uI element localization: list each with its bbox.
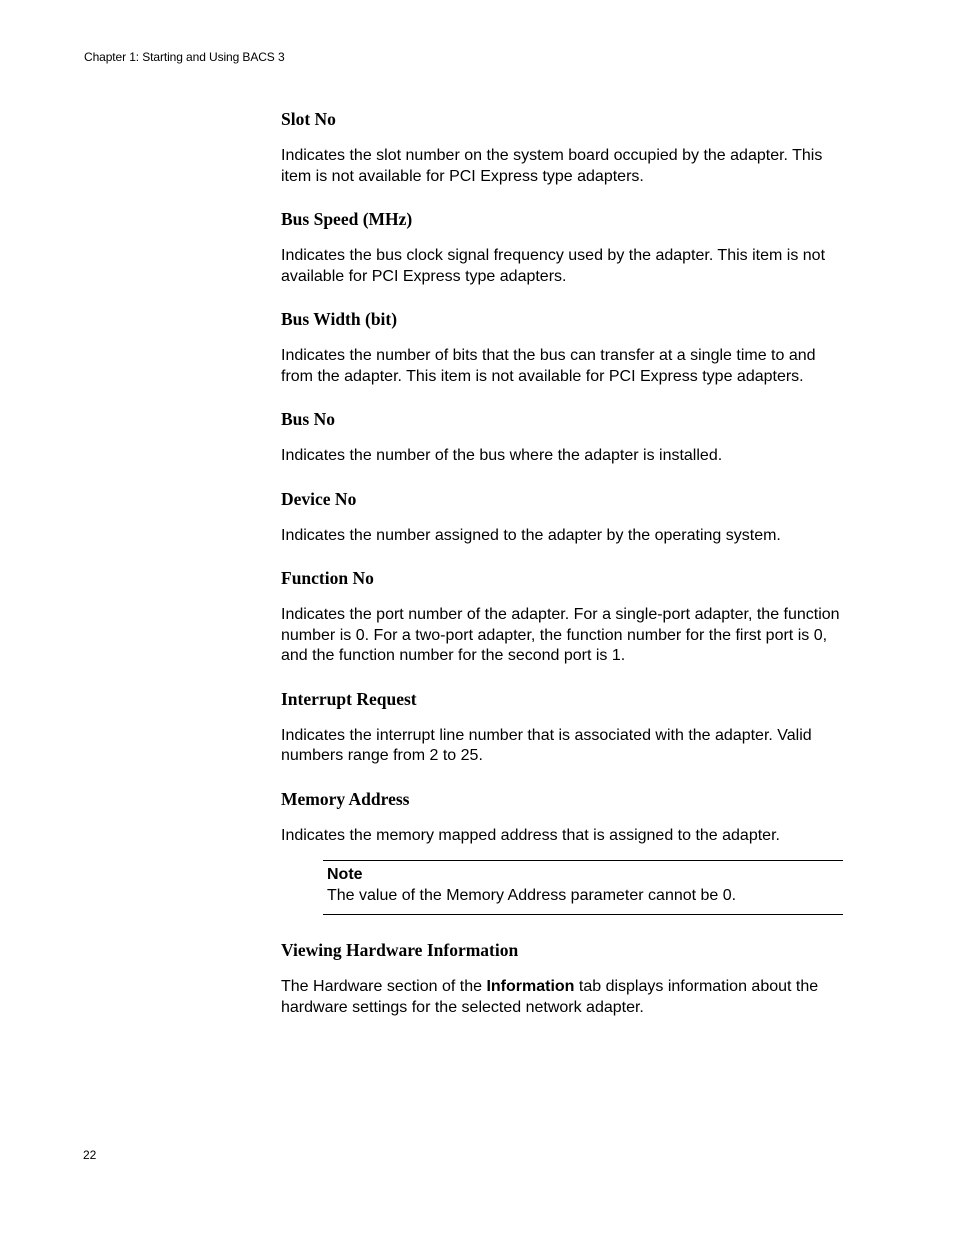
section-memory-address <box>281 788 843 847</box>
note-title: Note <box>327 866 363 883</box>
section-heading: Slot No <box>281 109 336 129</box>
section-slot-no <box>281 108 843 187</box>
section-function-no <box>281 567 843 667</box>
section-text <box>281 977 843 1018</box>
section-heading: Memory Address <box>281 788 410 809</box>
section-text: Indicates the interrupt line number that is associated with the adapter. Valid numbers range from 2 to 25. <box>281 726 812 764</box>
section-text: Indicates the number assigned to the adapter by the operating system. <box>281 526 781 544</box>
text-before: The Hardware section of the <box>281 978 487 995</box>
section-text: Indicates the port number of the adapter. For a single-port adapter, the function number is 0. For a two-port adapter, the function number for the first port is 0, and the function number for the second port is 1. <box>281 606 840 664</box>
section-text: Indicates the memory mapped address that is assigned to the adapter. <box>281 826 780 844</box>
section-viewing-hardware-information <box>281 939 843 1018</box>
information-tab-name: Information <box>486 978 575 995</box>
note-box <box>323 860 843 915</box>
section-heading: Function No <box>281 568 374 588</box>
section-interrupt-request <box>281 688 843 767</box>
section-text: Indicates the number of bits that the bus can transfer at a single time to and from the adapter. This item is not available for PCI Express type adapters. <box>281 347 816 385</box>
running-header: Chapter 1: Starting and Using BACS 3 <box>84 50 285 64</box>
section-heading: Bus Speed (MHz) <box>281 209 413 229</box>
page-content <box>281 108 843 1039</box>
section-text: Indicates the bus clock signal frequency used by the adapter. This item is not available for PCI Express type adapters. <box>281 247 826 285</box>
text-after: tab displays information about the hardware settings for the selected network adapter. <box>281 978 819 1016</box>
section-device-no <box>281 488 843 547</box>
section-heading: Bus No <box>281 409 335 429</box>
section-bus-width <box>281 308 843 387</box>
section-heading: Device No <box>281 488 357 509</box>
section-heading: Viewing Hardware Information <box>281 940 519 960</box>
section-text: Indicates the number of the bus where the adapter is installed. <box>281 447 723 464</box>
section-bus-no <box>281 408 843 467</box>
section-heading: Interrupt Request <box>281 688 417 709</box>
note-text: The value of the Memory Address parameter cannot be 0. <box>327 887 737 904</box>
page-number: 22 <box>83 1148 97 1162</box>
section-heading: Bus Width (bit) <box>281 309 398 329</box>
section-text: Indicates the slot number on the system board occupied by the adapter. This item is not available for PCI Express type adapters. <box>281 147 823 185</box>
section-bus-speed <box>281 208 843 287</box>
